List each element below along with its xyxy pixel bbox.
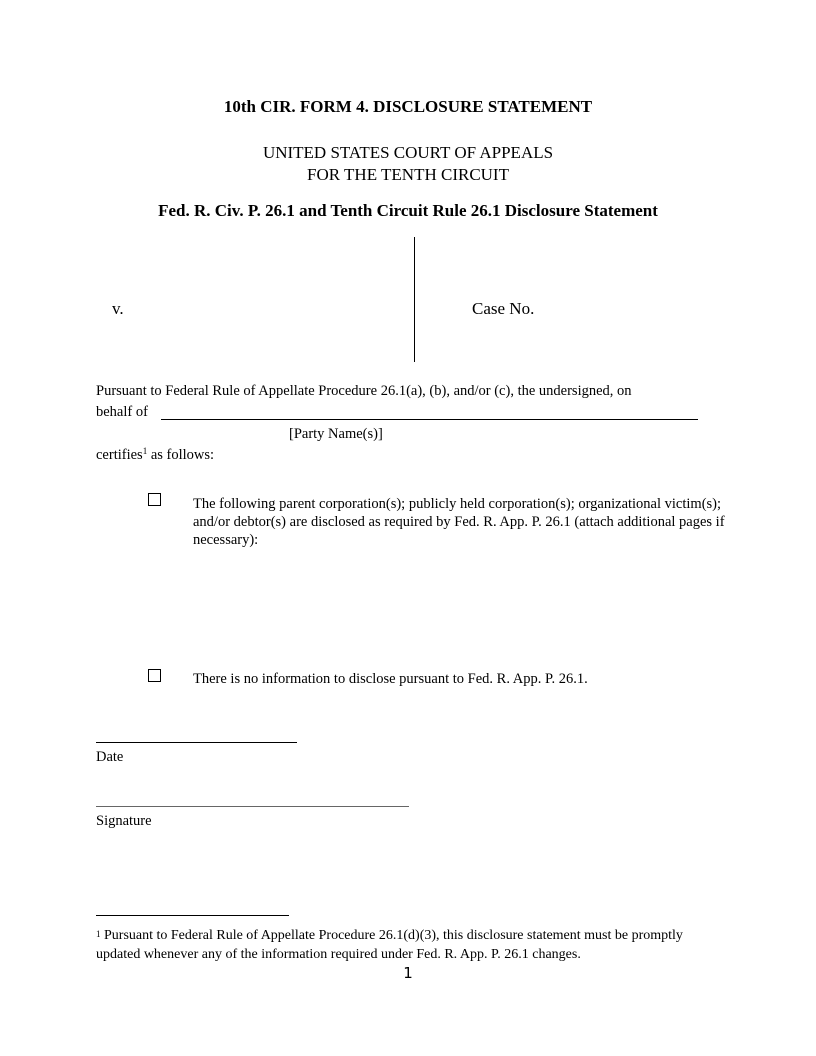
certifies-word: certifies [96, 447, 143, 463]
date-field[interactable] [96, 742, 297, 743]
court-name-line1: UNITED STATES COURT OF APPEALS [262, 143, 554, 162]
behalf-of-label: behalf of [96, 404, 148, 420]
date-label: Date [96, 749, 124, 765]
signature-field[interactable] [96, 806, 409, 807]
court-name-line2: FOR THE TENTH CIRCUIT [307, 165, 509, 184]
footnote [96, 926, 726, 964]
form-title: 10th CIR. FORM 4. DISCLOSURE STATEMENT [223, 97, 593, 116]
party-name-field[interactable] [161, 419, 698, 420]
rule-heading: Fed. R. Civ. P. 26.1 and Tenth Circuit Rule 26.1 Disclosure Statement [158, 201, 658, 220]
footnote-separator [96, 915, 289, 916]
case-number-label: Case No. [472, 299, 535, 318]
court-name [0, 142, 816, 186]
pursuant-text: Pursuant to Federal Rule of Appellate Procedure 26.1(a), (b), and/or (c), the undersigned, on [96, 383, 632, 399]
no-disclosure-checkbox[interactable] [148, 669, 161, 682]
no-disclosure-option-label: There is no information to disclose pursuant to Fed. R. App. P. 26.1. [193, 671, 588, 687]
page-number: 1 [403, 964, 413, 982]
signature-label: Signature [96, 813, 152, 829]
party-name-label: [Party Name(s)] [289, 426, 383, 442]
certifies-line [96, 447, 214, 464]
footnote-text: Pursuant to Federal Rule of Appellate Procedure 26.1(d)(3), this disclosure statement must be promptly updated whenever any of the information required under Fed. R. App. P. 26.1 changes. [96, 928, 683, 962]
footnote-number: 1 [96, 929, 101, 939]
disclose-option-label: The following parent corporation(s); publicly held corporation(s); organizational victim(s); and/or debtor(s) are disclosed as required by Fed. R. App. P. 26.1 (attach additional pages if necessary): [193, 496, 725, 548]
as-follows-text: as follows: [147, 447, 215, 463]
versus-label: v. [112, 299, 124, 318]
disclose-checkbox[interactable] [148, 493, 161, 506]
caption-divider [414, 237, 415, 362]
footnote-ref[interactable]: 1 [142, 446, 148, 456]
